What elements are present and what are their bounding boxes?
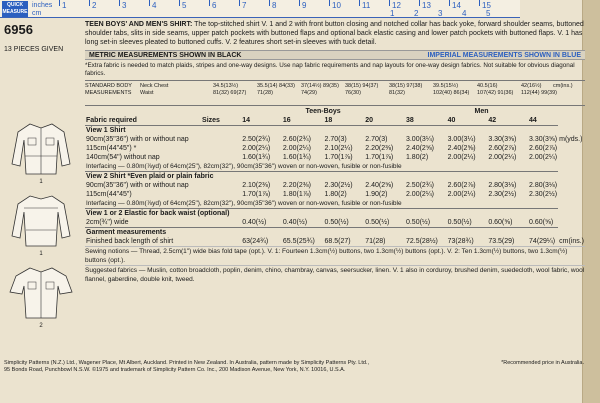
interfacing-text: Interfacing — 0.80m(⅞yd) of 64cm(25"), 82cm(32"), 90cm(35"36") woven or non-woven, fusible or non-fusible (86, 200, 402, 207)
inch-mark: 7 (242, 1, 247, 10)
left-column (4, 20, 82, 54)
header-row (85, 116, 585, 126)
cm-mark: 4 (462, 9, 467, 18)
ruler-tick (419, 0, 420, 6)
inch-mark: 5 (182, 1, 187, 10)
measurement-column: 38(15) 94(37) 76(30) (345, 83, 379, 96)
table-cell: 2.60(2⅞) (488, 145, 517, 152)
table-cell: 2.00(2¼) (405, 191, 434, 198)
table-cell: Finished back length of shirt (86, 238, 174, 245)
table-cell: 2.10(2⅜) (242, 182, 271, 189)
imperial-note: IMPERIAL MEASUREMENTS SHOWN IN BLUE (427, 52, 581, 59)
table-cell: 115cm(44"45") (86, 191, 132, 198)
table-cell: 1.70(1⅞) (242, 191, 271, 198)
table-cell: m(yds.) (559, 136, 583, 143)
table-cell: 0.50(½) (405, 219, 431, 226)
table-cell: 2.00(2¼) (488, 154, 517, 161)
measurement-column: 42(16½) 112(44) 99(39) (521, 83, 557, 96)
table-cell: 1.70(1⅞) (324, 154, 353, 161)
view1-illustration-back (8, 190, 74, 257)
header-cell: 20 (365, 117, 374, 124)
ruler-tick (119, 0, 120, 6)
table-cell: 2.00(2¼) (529, 154, 558, 161)
price-note: *Recommended price in Australia. (501, 360, 584, 366)
table-cell: 3.00(3¼) (405, 136, 434, 143)
inch-mark: 3 (122, 1, 127, 10)
table-cell: 2.60(2⅞) (529, 145, 558, 152)
section-title-row (85, 126, 585, 136)
group-teen: Teen-Boys (305, 108, 341, 115)
section-title: View 1 or 2 Elastic for back waist (optional) (85, 209, 558, 219)
ruler-tick (89, 0, 90, 6)
table-cell: 2.30(2½) (529, 191, 558, 198)
header-cell: 18 (324, 117, 333, 124)
table-cell (558, 190, 585, 199)
interfacing-row (85, 199, 585, 209)
measurements-label: STANDARD BODY MEASUREMENTS (85, 83, 132, 96)
header-cell: 44 (529, 117, 537, 124)
ruler-tick (389, 0, 390, 6)
table-cell: 2.10(2¼) (324, 145, 353, 152)
suggested-fabrics: Suggested fabrics — Muslin, cotton broadcloth, poplin, denim, chino, chambray, canvas, seersucker, linen. V. 1 also in corduroy, brushed denim, suedecloth, wool fabric, wool flannel, gaberdine, double knit, tweed. (85, 267, 585, 283)
table-cell: 115cm(44"45") * (86, 145, 137, 152)
header-cell: Fabric required (86, 117, 137, 124)
ruler-tick (359, 0, 360, 6)
table-cell: 73(28¾) (447, 238, 474, 245)
header-cell: Sizes (202, 117, 220, 124)
table-cell: 2.50(2¾) (242, 136, 271, 143)
table-row (85, 135, 585, 144)
footer (4, 360, 584, 374)
shirt-long-sleeve-icon (8, 118, 74, 178)
view-label: 1 (39, 179, 43, 185)
interfacing-text: Interfacing — 0.80m(⅞yd) of 64cm(25"), 82cm(32"), 90cm(35"36") woven or non-woven, fusible or non-fusible (86, 163, 402, 170)
measurement-column: 35.5(14) 84(33) 71(28) (257, 83, 295, 96)
measurement-column: 34.5(13½) 81(32) 69(27) (213, 83, 247, 96)
inch-mark: 10 (332, 1, 341, 10)
ruler-tick (179, 0, 180, 6)
measurements-rows: Neck Chest Waist (140, 83, 169, 96)
pattern-number: 6956 (4, 22, 33, 37)
table-cell: 2.80(3⅛) (488, 182, 517, 189)
cm-label: cm (32, 10, 42, 17)
inches-label: inches (32, 2, 53, 9)
ruler-tick (59, 0, 60, 6)
table-cell: 3.00(3¼) (447, 136, 476, 143)
measurement-column: 40.5(16) 107(42) 91(36) (477, 83, 514, 96)
inch-mark: 4 (152, 1, 157, 10)
table-cell: 1.80(2) (324, 191, 347, 198)
table-cell: 73.5(29) (488, 238, 515, 245)
table-cell: 0.40(½) (282, 219, 308, 226)
table-cell: 2.70(3) (365, 136, 388, 143)
cm-mark: 1 (390, 9, 395, 18)
header-cell: 42 (488, 117, 497, 124)
description (85, 20, 585, 47)
table-cell: 2.00(2¼) (447, 154, 476, 161)
table-cell: 2.20(2⅜) (365, 145, 394, 152)
view-label: 2 (39, 323, 43, 329)
inch-mark: 12 (392, 1, 401, 10)
shirt-long-sleeve-back-icon (8, 190, 74, 250)
header-cell: 14 (242, 117, 250, 124)
main-content (85, 20, 585, 284)
table-cell: 0.60(⅝) (529, 219, 554, 226)
table-cell: 2.00(2¼) (282, 145, 311, 152)
measurements-unit: cm(ins.) (553, 83, 573, 89)
sewing-notions: Sewing notions — Thread, 2.5cm(1") wide bias fold tape (opt.). V. 1: Fourteen 1.3cm(½) buttons, two 1.3cm(½) buttons (opt.). V. 2: Ten 1.3cm(½) buttons, two 1.3cm(½) buttons (opt.). (85, 246, 585, 265)
table-cell: 2.60(2¾) (282, 136, 311, 143)
view-label: 1 (39, 251, 43, 257)
inch-mark: 9 (302, 1, 307, 10)
table-cell: 2.00(2¼) (242, 145, 271, 152)
inch-mark: 8 (272, 1, 277, 10)
units-bar (85, 50, 585, 60)
inch-mark: 6 (212, 1, 217, 10)
table-cell: 2.70(3) (324, 136, 347, 143)
table-row (85, 153, 585, 162)
cm-mark: 2 (414, 9, 419, 18)
table-cell: 68.5(27) (324, 238, 351, 245)
header-cell: 40 (447, 117, 456, 124)
view2-illustration (8, 262, 74, 329)
table-cell: 1.60(1¾) (282, 154, 311, 161)
table-cell: 1.80(1⅞) (282, 191, 311, 198)
cm-mark: 5 (486, 9, 491, 18)
body-measurements (85, 80, 585, 106)
table-cell: 0.50(½) (447, 219, 472, 226)
description-text: The top-stitched shirt V. 1 and 2 with front button closing and notched collar has back yoke, forward shoulder seams, buttoned shoulder tabs, slits in side seams, upper patch pockets with buttoned flaps and optional back elastic casing and lower patch pockets with buttoned flaps. V. 1 has long set-in sleeves pleated to buttoned cuffs. V. 2 features short set-in sleeves with tuck detail. (85, 21, 584, 46)
pieces-count: 13 PIECES GIVEN (4, 46, 64, 53)
table-cell: 0.50(½) (365, 219, 390, 226)
table-row (85, 218, 585, 228)
table-cell: 65.5(25¾) (282, 238, 315, 245)
group-men: Men (474, 108, 489, 115)
table-cell: 2.20(2⅜) (282, 182, 311, 189)
shirt-short-sleeve-icon (8, 262, 74, 322)
header-cell: 16 (282, 117, 291, 124)
header-cell: 38 (405, 117, 414, 124)
ruler-tick (299, 0, 300, 6)
inch-mark: 15 (482, 1, 491, 10)
table-row (85, 181, 585, 190)
measurement-column: 37(14½) 89(35) 74(29) (301, 83, 339, 96)
ruler-tick (269, 0, 270, 6)
measuring-ruler (0, 0, 520, 18)
table-cell: 140cm(54") without nap (86, 154, 160, 161)
fabric-notice: *Extra fabric is needed to match plaids, stripes and one-way designs. Use nap fabric requirements and nap layouts for one-way design fabrics. Not suitable for obvious diagonal fabrics. (85, 62, 575, 77)
inch-mark: 2 (92, 1, 97, 10)
table-cell: 63(24¾) (242, 238, 269, 245)
table-cell: 1.60(1¾) (242, 154, 271, 161)
table-cell: 74(29¼) (529, 238, 556, 245)
group-header-row (85, 107, 585, 116)
cm-mark: 3 (438, 9, 443, 18)
section-title: View 2 Shirt *Even plaid or plain fabric (85, 172, 558, 182)
ruler-tick (149, 0, 150, 6)
inch-mark: 13 (422, 1, 431, 10)
table-cell: 2cm(¾") wide (86, 219, 129, 226)
description-title: TEEN BOYS' AND MEN'S SHIRT: (85, 21, 193, 28)
table-cell: 2.40(2⅝) (447, 145, 476, 152)
table-cell (558, 218, 585, 228)
inch-mark: 1 (62, 1, 67, 10)
inch-mark: 14 (452, 1, 461, 10)
table-cell: 90cm(35"36") with or without nap (86, 182, 189, 189)
section-title-row (85, 209, 585, 219)
table-cell: 1.70(1⅞) (365, 154, 394, 161)
table-row (85, 190, 585, 199)
ruler-tick (239, 0, 240, 6)
table-cell: 90cm(35"36") with or without nap (86, 136, 189, 143)
inch-mark: 11 (362, 1, 371, 10)
table-cell: 3.30(3⅝) (529, 136, 558, 143)
table-cell: 0.40(½) (242, 219, 267, 226)
table-cell: 2.30(2½) (488, 191, 517, 198)
table-cell (558, 181, 585, 190)
interfacing-row (85, 162, 585, 172)
table-cell: 2.60(2⅞) (447, 182, 476, 189)
table-cell: 2.80(3⅛) (529, 182, 558, 189)
ruler-tick (329, 0, 330, 6)
table-cell: 72.5(28½) (405, 238, 438, 245)
table-row (85, 144, 585, 153)
table-cell: cm(ins.) (559, 238, 584, 245)
table-cell: 3.30(3⅝) (488, 136, 517, 143)
table-cell (558, 144, 585, 153)
measurement-column: 38(15) 97(38) 81(32) (389, 83, 423, 96)
section-title-row (85, 172, 585, 182)
section-title: Garment measurements (85, 228, 558, 238)
table-cell: 2.00(2¼) (447, 191, 476, 198)
ruler-tick (449, 0, 450, 6)
table-cell: 0.50(½) (324, 219, 349, 226)
table-cell: 1.80(2) (405, 154, 429, 161)
table-cell: 2.40(2⅝) (365, 182, 394, 189)
table-cell: 2.30(2½) (324, 182, 353, 189)
section-title-row (85, 228, 585, 238)
table-cell: 71(28) (365, 238, 386, 245)
ruler-tick (209, 0, 210, 6)
footer-line-2: 95 Bonds Road, Punchbowl N.S.W. ©1975 and trademark of Simplicity Pattern Co. Inc., 200 Madison Avenue, New York, N.Y. 10016, U.S.A. (4, 367, 346, 373)
table-cell: 2.40(2⅝) (405, 145, 434, 152)
ruler-tick (479, 0, 480, 6)
table-cell (558, 153, 585, 162)
metric-note: METRIC MEASUREMENTS SHOWN IN BLACK (89, 52, 242, 59)
table-cell: 1.90(2) (365, 191, 388, 198)
measurement-column: 39.5(15½) 102(40) 86(34) (433, 83, 470, 96)
view1-illustration-front (8, 118, 74, 185)
table-row (85, 237, 585, 246)
footer-line-1: Simplicity Patterns (N.Z.) Ltd., Wagener Place, Mt Albert, Auckland. Printed in New Zealand. In Australia, pattern made by Simplicity Patterns Pty. Ltd., (4, 360, 369, 366)
table-cell: 0.60(⅝) (488, 219, 513, 226)
table-cell: 2.50(2¾) (405, 182, 434, 189)
quick-measure-badge: QUICK MEASURE (2, 2, 28, 15)
section-title: View 1 Shirt (85, 126, 558, 136)
fabric-table (85, 107, 585, 246)
